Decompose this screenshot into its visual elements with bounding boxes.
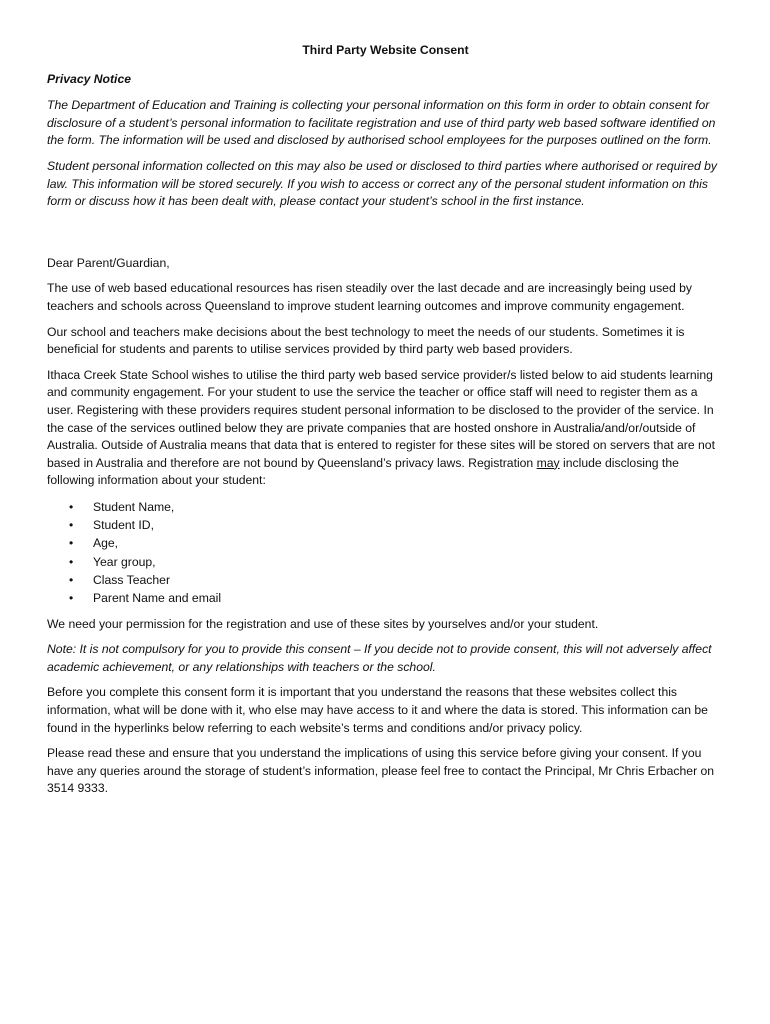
bullet-icon: •: [69, 573, 74, 588]
list-item-label: Class Teacher: [93, 573, 170, 588]
list-item-label: Student Name,: [93, 499, 175, 514]
list-item-label: Year group,: [93, 554, 156, 569]
list-item: [69, 589, 724, 607]
list-item-label: Student ID,: [93, 518, 154, 533]
paragraph-before-complete: Before you complete this consent form it is important that you understand the reasons that these websites collect this information, what will be done with it, who else may have access to it and where the data is stored. This information can be found in the hyperlinks below referring to each website’s terms and conditions and/or privacy policy.: [47, 685, 708, 735]
paragraph-intro: The use of web based educational resources has risen steadily over the last decade and are increasingly being used by teachers and schools across Queensland to improve student learning outcomes and improve community engagement.: [47, 281, 692, 313]
privacy-notice-heading: Privacy Notice: [47, 71, 132, 86]
paragraph-ithaca: [47, 367, 724, 490]
paragraph-read: Please read these and ensure that you understand the implications of using this service before giving your consent. If you have any queries around the storage of student’s information, please feel free to contact the Principal, Mr Chris Erbacher on 3514 9333.: [47, 746, 715, 796]
underlined-may: may: [536, 455, 560, 470]
bullet-icon: •: [69, 499, 74, 514]
paragraph-ithaca-text: Ithaca Creek State School wishes to utilise the third party web based service provider/s listed below to aid students learning and community engagement. For your student to use the service the teacher or office staff will need to register them as a user. Registering with these providers requires student personal information to be disclosed to the provider of the service. In the case of the services outlined below they are private companies that are hosted onshore in Australia/and/or/outside of Australia. Outside of Australia means that data that is entered to register for these sites will be stored on servers that are not based in Australia and therefore are not bound by Queensland’s privacy laws. Registration: [47, 367, 715, 470]
paragraph-permission: We need your permission for the registration and use of these sites by yourselves and/or your student.: [47, 616, 599, 631]
bullet-icon: •: [69, 518, 74, 533]
paragraph-decisions: Our school and teachers make decisions about the best technology to meet the needs of our students. Sometimes it is beneficial for students and parents to utilise services provided by third party web based providers.: [47, 324, 685, 357]
list-item: [69, 516, 724, 534]
list-item: [69, 571, 724, 589]
spacer: [47, 219, 724, 255]
paragraph-ithaca-text-end: include disclosing the following information about your student:: [47, 455, 679, 488]
bullet-icon: •: [69, 536, 74, 551]
paragraph-note: Note: It is not compulsory for you to provide this consent – If you decide not to provide consent, this will not adversely affect academic achievement, or any relationships with teachers or the school.: [47, 642, 712, 674]
bullet-icon: •: [69, 591, 74, 606]
privacy-notice-paragraph-2: Student personal information collected on this may also be used or disclosed to third parties where authorised or required by law. This information will be stored securely. If you wish to access or correct any of the personal student information on this form or discuss how it has been dealt with, please contact your student’s school in the first instance.: [47, 158, 718, 209]
document-title: Third Party Website Consent: [302, 43, 469, 57]
list-item-label: Parent Name and email: [93, 591, 222, 606]
list-item: [69, 498, 724, 516]
student-info-list: [47, 498, 724, 608]
list-item-label: Age,: [93, 536, 119, 551]
list-item: [69, 534, 724, 552]
salutation: Dear Parent/Guardian,: [47, 255, 170, 270]
bullet-icon: •: [69, 554, 74, 569]
list-item: [69, 553, 724, 571]
privacy-notice-paragraph-1: The Department of Education and Training is collecting your personal information on this form in order to obtain consent for disclosure of a student’s personal information to facilitate registration and use of third party web based software identified on the form. The information will be used and disclosed by authorised school employees for the purposes outlined on the form.: [47, 98, 716, 148]
